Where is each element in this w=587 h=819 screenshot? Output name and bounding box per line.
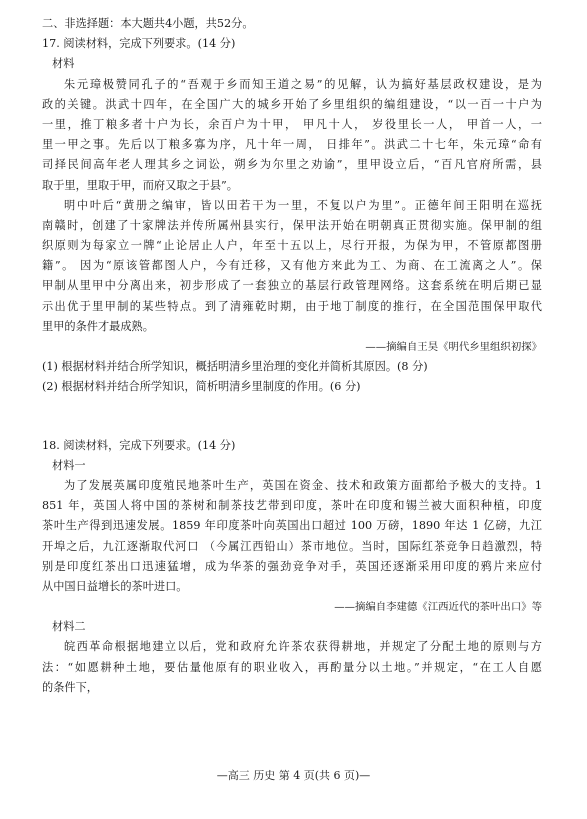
q17-line: 司择民间高年老人理其乡之词讼，朔乡为尔里之劝谕”，里甲设立后，“百凡官府所需，县 [42,158,542,172]
q17-line: 示出优于里甲制的某些特点。到了清雍乾时期，由于地丁制度的推行，在全国范围保甲取代 [42,299,542,313]
q17-line: 南赣时，创建了十家牌法并传所属州县实行，保甲法开始在明朝真正贯彻实施。保甲制的组 [42,218,542,232]
q17-line: 里甲的条件才最成熟。 [42,319,154,333]
q17-line: 政的关键。洪武十四年，在全国广大的城乡开始了乡里组织的编组建设，“以一百一十户为 [42,97,542,111]
q17-source: ——摘编自王昊《明代乡里组织初探》 [365,341,542,353]
q18-m1-line: 别是印度红茶出口迅速猛增，成为华茶的强劲竞争对手，英国还逐渐采用印度的鸦片来应付 [42,559,542,573]
q17-subquestion-1: (1) 根据材料并结合所学知识，概括明清乡里治理的变化并简析其原因。(8 分) [42,360,428,374]
q18-m1-line: 为了发展英属印度殖民地茶叶生产，英国在资金、技术和政策方面都给予极大的支持。1 [64,478,542,492]
q18-m1-line: 开埠之后，九江逐渐取代河口 （今属江西铅山）茶市地位。当时，国际红茶竞争日趋激烈，特 [42,539,542,553]
q18-m1-line: 茶叶生产得到迅速发展。1859 年印度茶叶向英国出口超过 100 万磅，1890 年达 1 亿磅，九江 [42,519,542,533]
q17-material-body [42,75,542,337]
q18-m1-source: ——摘编自李建德《江西近代的茶叶出口》等 [334,601,542,614]
page-footer: —高三 历史 第 4 页(共 6 页)— [216,769,371,782]
q17-line: 朱元璋极赞同孔子的“吾观于乡而知王道之易”的见解，认为搞好基层政权建设，是为 [64,77,542,91]
q18-m1-line: 从中国日益增长的茶叶进口。 [42,579,188,593]
q18-material2-body [42,637,542,698]
answer-space [42,398,542,436]
q18-m2-line: 的条件下， [42,680,98,694]
q18-m2-line: 皖西革命根据地建立以后，党和政府允许茶农获得耕地，并规定了分配土地的原则与方 [64,640,542,654]
q17-line: 织原则为每家立一牌“止论居止人户，年至十五以上，尽行开报，为保为甲，不管原都图册 [42,239,542,253]
q18-material1-label: 材料一 [52,458,86,472]
q17-line: 一里，推丁粮多者十户为长，余百户为十甲， 甲凡十人， 岁役里长一人， 甲首一人，一 [42,117,542,131]
exam-page [42,14,542,698]
q18-m1-line: 851 年，英国人将中国的茶树和制茶技艺带到印度，茶叶在印度和锡兰被大面积种植，印度 [42,499,542,513]
q17-line: 籍”。 因为“原该管都图人户，今有迁移，又有他方来此为工、为商、在工流离之人”。保 [42,259,542,273]
section-header: 二、非选择题：本大题共4小题，共52分。 [42,17,254,30]
q17-subquestion-2: (2) 根据材料并结合所学知识，简析明清乡里制度的作用。(6 分) [42,380,361,394]
q17-line: 取于里，里取于甲，而府又取之于县”。 [42,178,238,192]
q17-line: 甲制从里甲中分离出来，初步形成了一套独立的基层行政管理网络。这套系统在明后期已显 [42,279,542,293]
q18-material1-body [42,476,542,597]
q17-title: 17. 阅读材料，完成下列要求。(14 分) [42,37,236,51]
q17-line: 明中叶后“黄册之编审，皆以田若干为一里，不复以户为里”。正德年间王阳明在巡抚 [64,198,542,212]
q17-line: 里一甲之事。先后以丁粮多寡为序，凡十年一周， 日排年”。洪武二十七年，朱元璋“命有 [42,138,542,152]
q17-material-label: 材料 [52,57,75,71]
q18-material2-label: 材料二 [52,620,86,634]
q18-m2-line: 法：“如愿耕种土地，要估量他原有的职业收入，再酌量分以土地。”并规定，“在工人自愿 [42,660,542,674]
q18-title: 18. 阅读材料，完成下列要求。(14 分) [42,438,236,452]
